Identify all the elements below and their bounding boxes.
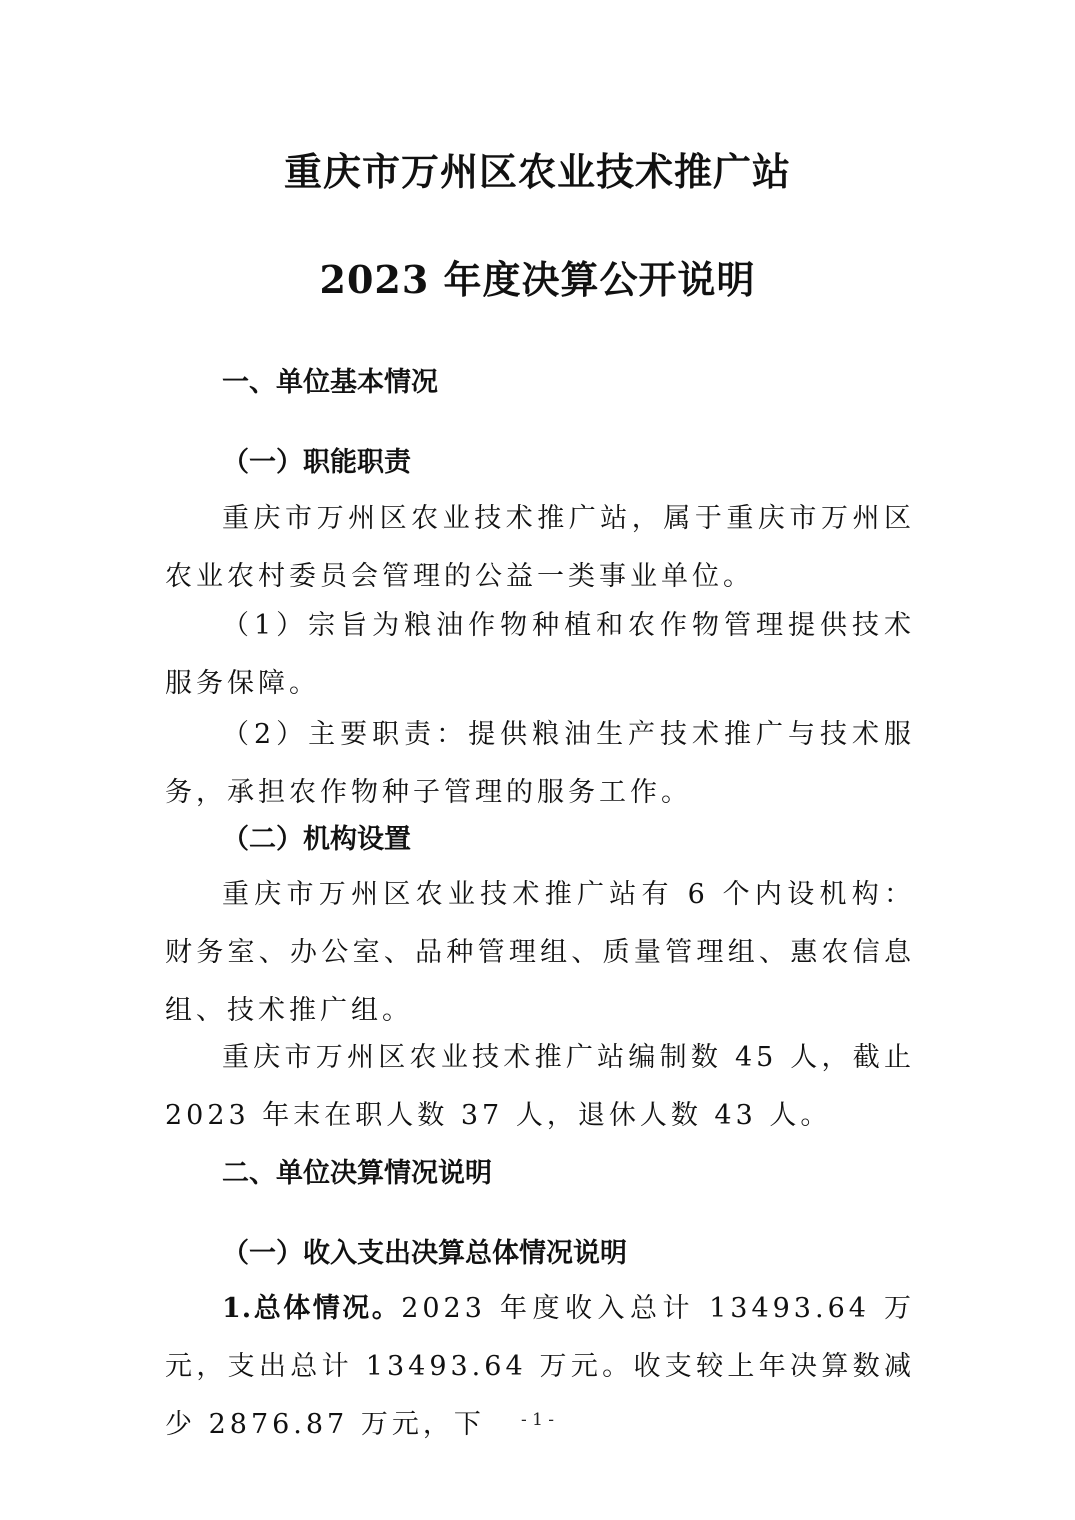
section1-sub1-paragraph3: （2）主要职责：提供粮油生产技术推广与技术服务，承担农作物种子管理的服务工作。 (165, 719, 915, 808)
section1-sub2-paragraph2: 重庆市万州区农业技术推广站编制数 45 人，截止 2023 年末在职人数 37 人，退休人数 43 人。 (165, 1042, 915, 1131)
section1-sub2-paragraph1: 重庆市万州区农业技术推广站有 6 个内设机构：财务室、办公室、品种管理组、质量管理组、惠农信息组、技术推广组。 (165, 879, 915, 1026)
section2-heading: 二、单位决算情况说明 (222, 1158, 492, 1189)
section1-sub1-heading: （一）职能职责 (222, 447, 411, 478)
section1-sub1-paragraph2: （1）宗旨为粮油作物种植和农作物管理提供技术服务保障。 (165, 610, 915, 699)
page-number: - 1 - (520, 1410, 555, 1430)
overall-situation-lead: 1.总体情况。 (222, 1293, 402, 1324)
section1-heading: 一、单位基本情况 (222, 367, 438, 398)
section1-sub1-paragraph1: 重庆市万州区农业技术推广站，属于重庆市万州区农业农村委员会管理的公益一类事业单位。 (165, 503, 915, 592)
section1-sub2-heading: （二）机构设置 (222, 824, 411, 855)
document-title-line1: 重庆市万州区农业技术推广站 (283, 149, 791, 194)
document-title-line2: 2023 年度决算公开说明 (319, 257, 756, 302)
overall-situation-text: 2023 年度收入总计 13493.64 万元，支出总计 13493.64 万元。收支较上年决算数减少 2876.87 万元，下 (165, 1293, 916, 1440)
section2-sub1-heading: （一）收入支出决算总体情况说明 (222, 1238, 627, 1269)
